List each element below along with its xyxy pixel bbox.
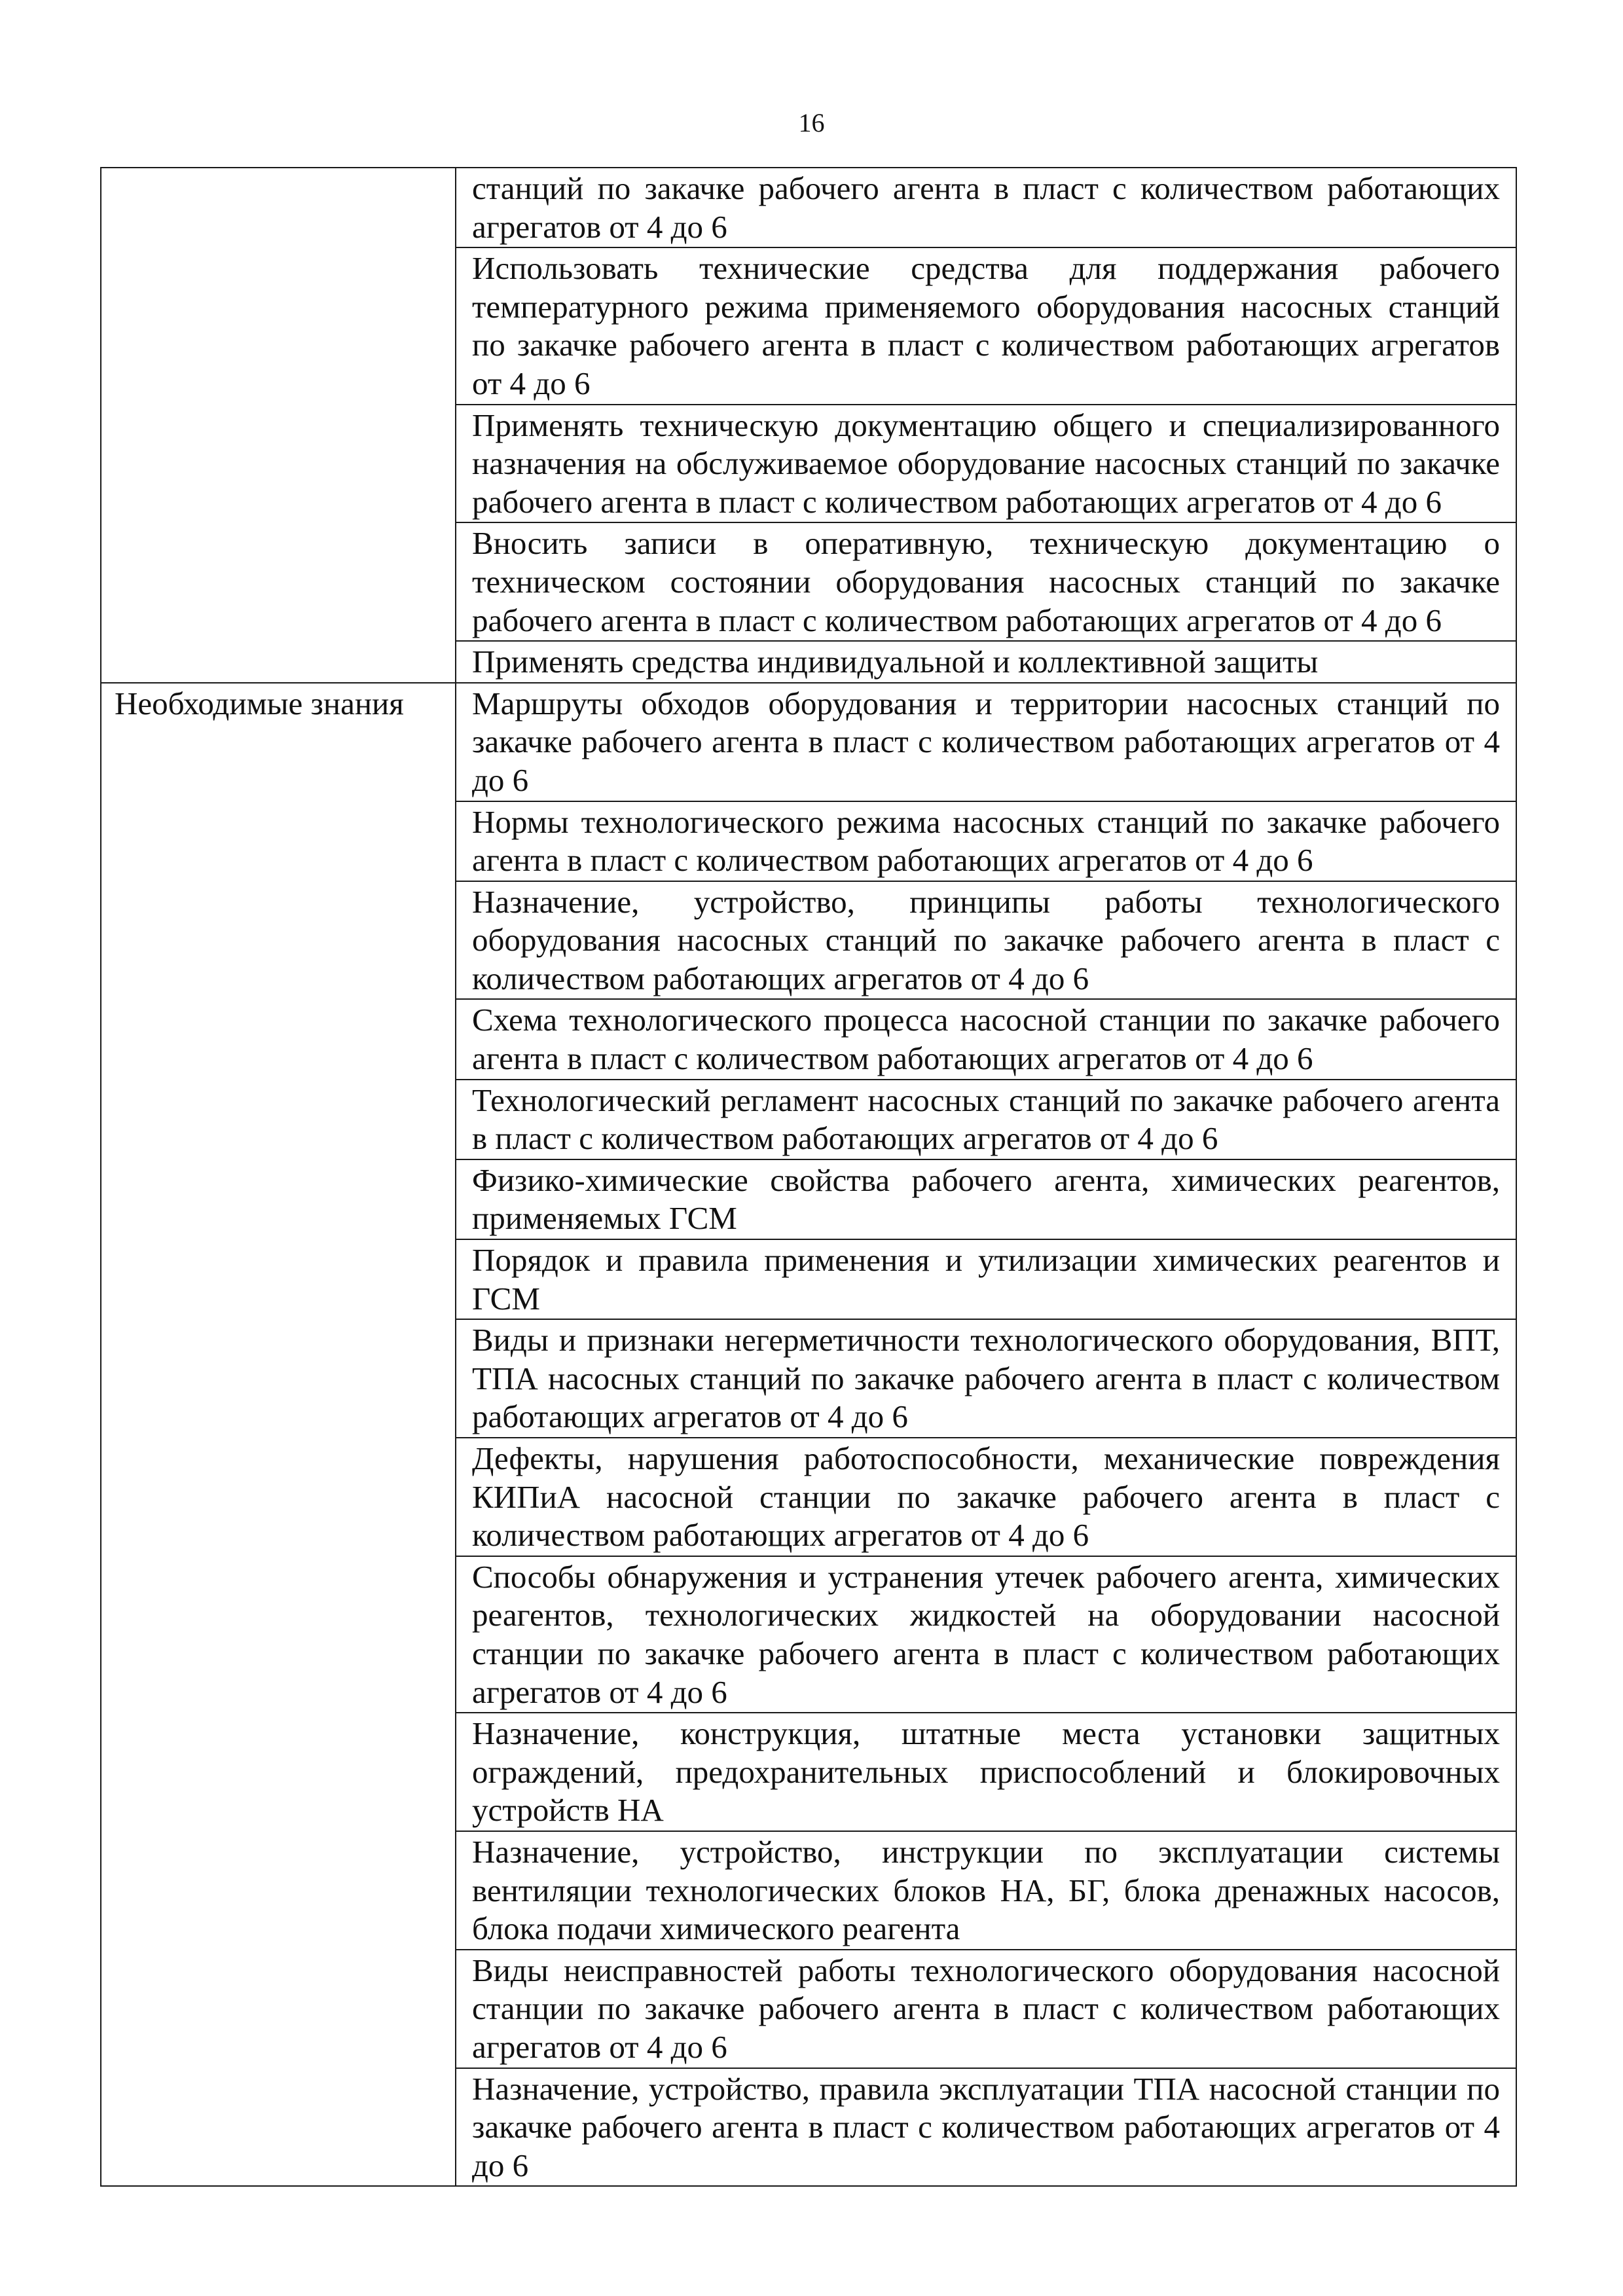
table-cell-text: Назначение, конструкция, штатные места установки защитных ограждений, предохранительных приспособлений и блокировочных устройств НА — [456, 1713, 1516, 1831]
table-cell-text: Виды неисправностей работы технологического оборудования насосной станции по закачке рабочего агента в пласт с количеством работающих агрегатов от 4 до 6 — [456, 1950, 1516, 2068]
table-cell-text: Технологический регламент насосных станций по закачке рабочего агента в пласт с количеством работающих агрегатов от 4 до 6 — [456, 1080, 1516, 1159]
table-cell-text: станций по закачке рабочего агента в пласт с количеством работающих агрегатов от 4 до 6 — [456, 168, 1516, 247]
table-row — [101, 168, 1516, 247]
table-cell-text: Применять средства индивидуальной и коллективной защиты — [456, 641, 1516, 683]
table-cell-text: Назначение, устройство, инструкции по эксплуатации системы вентиляции технологических блоков НА, БГ, блока дренажных насосов, блока подачи химического реагента — [456, 1831, 1516, 1950]
table-cell-text: Физико-химические свойства рабочего агента, химических реагентов, применяемых ГСМ — [456, 1159, 1516, 1239]
table-cell-text: Нормы технологического режима насосных станций по закачке рабочего агента в пласт с количеством работающих агрегатов от 4 до 6 — [456, 801, 1516, 881]
table-cell-text: Применять техническую документацию общего и специализированного назначения на обслуживаемое оборудование насосных станций по закачке рабочего агента в пласт с количеством работающих агрегатов от 4 до 6 — [456, 405, 1516, 523]
section-label-skills — [101, 168, 456, 683]
table-cell-text: Виды и признаки негерметичности технологического оборудования, ВПТ, ТПА насосных станций по закачке рабочего агента в пласт с количеством работающих агрегатов от 4 до 6 — [456, 1319, 1516, 1438]
table-cell-text: Способы обнаружения и устранения утечек рабочего агента, химических реагентов, технологических жидкостей на оборудовании насосной станции по закачке рабочего агента в пласт с количеством работающих агрегатов от 4 до 6 — [456, 1556, 1516, 1713]
table-cell-text: Назначение, устройство, принципы работы технологического оборудования насосных станций по закачке рабочего агента в пласт с количеством работающих агрегатов от 4 до 6 — [456, 881, 1516, 1000]
section-label-knowledge: Необходимые знания — [101, 683, 456, 2187]
table-cell-text: Схема технологического процесса насосной станции по закачке рабочего агента в пласт с количеством работающих агрегатов от 4 до 6 — [456, 999, 1516, 1079]
table-cell-text: Использовать технические средства для поддержания рабочего температурного режима применяемого оборудования насосных станций по закачке рабочего агента в пласт с количеством работающих агрегатов от 4 до 6 — [456, 247, 1516, 404]
page-number: 16 — [798, 108, 825, 137]
table-cell-text: Вносить записи в оперативную, техническую документацию о техническом состоянии оборудования насосных станций по закачке рабочего агента в пласт с количеством работающих агрегатов от 4 до 6 — [456, 522, 1516, 641]
table-cell-text: Порядок и правила применения и утилизации химических реагентов и ГСМ — [456, 1239, 1516, 1319]
table-cell-text: Маршруты обходов оборудования и территории насосных станций по закачке рабочего агента в пласт с количеством работающих агрегатов от 4 до 6 — [456, 683, 1516, 801]
table-row — [101, 683, 1516, 801]
table-cell-text: Назначение, устройство, правила эксплуатации ТПА насосной станции по закачке рабочего агента в пласт с количеством работающих агрегатов от 4 до 6 — [456, 2068, 1516, 2187]
table-cell-text: Дефекты, нарушения работоспособности, механические повреждения КИПиА насосной станции по закачке рабочего агента в пласт с количеством работающих агрегатов от 4 до 6 — [456, 1438, 1516, 1556]
requirements-table — [100, 167, 1517, 2187]
